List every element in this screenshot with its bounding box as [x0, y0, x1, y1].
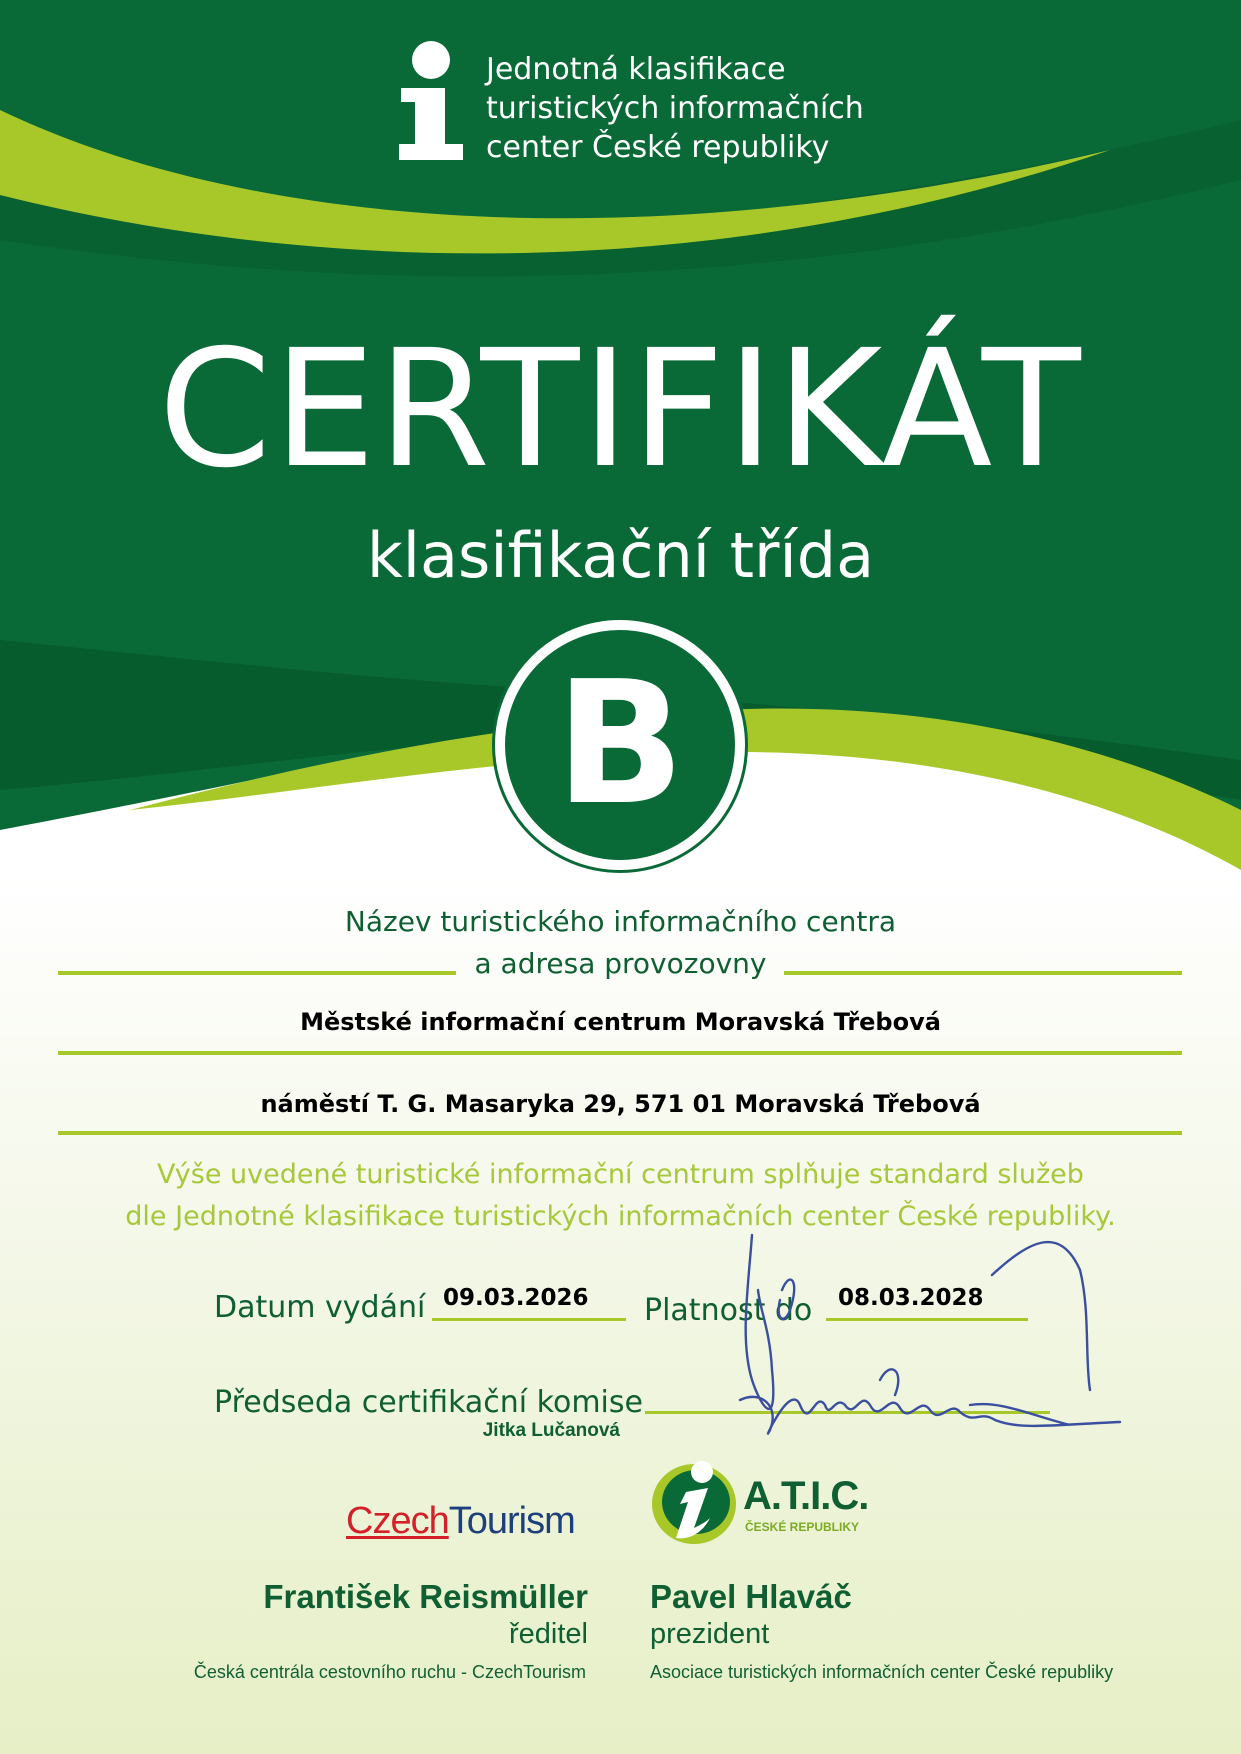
- atic-name: A.T.I.C.: [743, 1474, 869, 1518]
- signatory-role: prezident: [650, 1618, 770, 1650]
- commission-chair-name: Jitka Lučanová: [482, 1420, 620, 1441]
- center-name-label: Název turistického informačního centra: [344, 905, 897, 938]
- atic-logo: [650, 1452, 890, 1552]
- signatory-name: Pavel Hlaváč: [650, 1578, 852, 1615]
- classification-logo-text: [486, 50, 906, 167]
- center-address-value: náměstí T. G. Masaryka 29, 571 01 Moravská Třebová: [260, 1090, 981, 1118]
- statement-line-1: Výše uvedené turistické informační centrum splňuje standard služeb: [157, 1159, 1084, 1190]
- czechtourism-logo-part: Tourism: [448, 1500, 575, 1542]
- divider-line: [432, 1318, 626, 1321]
- signatory-role: ředitel: [509, 1618, 588, 1650]
- valid-until-value: 08.03.2028: [838, 1285, 984, 1311]
- valid-until-label: Platnost do: [644, 1293, 813, 1328]
- czechtourism-logo: [346, 1500, 575, 1543]
- logo-line: center České republiky: [486, 130, 830, 165]
- info-logo-icon: [395, 40, 467, 162]
- divider-line: [58, 1131, 1182, 1135]
- signatory-name: František Reismüller: [263, 1578, 588, 1615]
- logo-line: turistických informačních: [486, 91, 864, 126]
- issue-date-label: Datum vydání: [214, 1290, 426, 1325]
- atic-info-icon: [650, 1452, 740, 1548]
- class-letter: B: [555, 645, 685, 843]
- class-badge: [495, 620, 745, 870]
- certificate-subtitle: klasifikační třída: [366, 519, 875, 592]
- statement-line-2: dle Jednotné klasifikace turistických informačních center České republiky.: [125, 1201, 1116, 1232]
- center-address-label: a adresa provozovny: [474, 947, 767, 980]
- atic-subtitle: ČESKÉ REPUBLIKY: [745, 1520, 860, 1534]
- issue-date-value: 09.03.2026: [443, 1285, 589, 1311]
- logo-line: Jednotná klasifikace: [486, 52, 786, 87]
- commission-chair-label: Předseda certifikační komise: [214, 1385, 643, 1420]
- divider-line: [58, 1051, 1182, 1055]
- signatory-org: Česká centrála cestovního ruchu - CzechTourism: [193, 1662, 586, 1682]
- signature-graphic: [730, 1230, 1130, 1460]
- center-name-value: Městské informační centrum Moravská Třebová: [300, 1008, 941, 1036]
- certificate-title: CERTIFIKÁT: [158, 316, 1083, 504]
- signatory-org: Asociace turistických informačních center České republiky: [650, 1662, 1114, 1682]
- czechtourism-logo-part: Czech: [346, 1500, 449, 1542]
- divider-line: [784, 971, 1182, 975]
